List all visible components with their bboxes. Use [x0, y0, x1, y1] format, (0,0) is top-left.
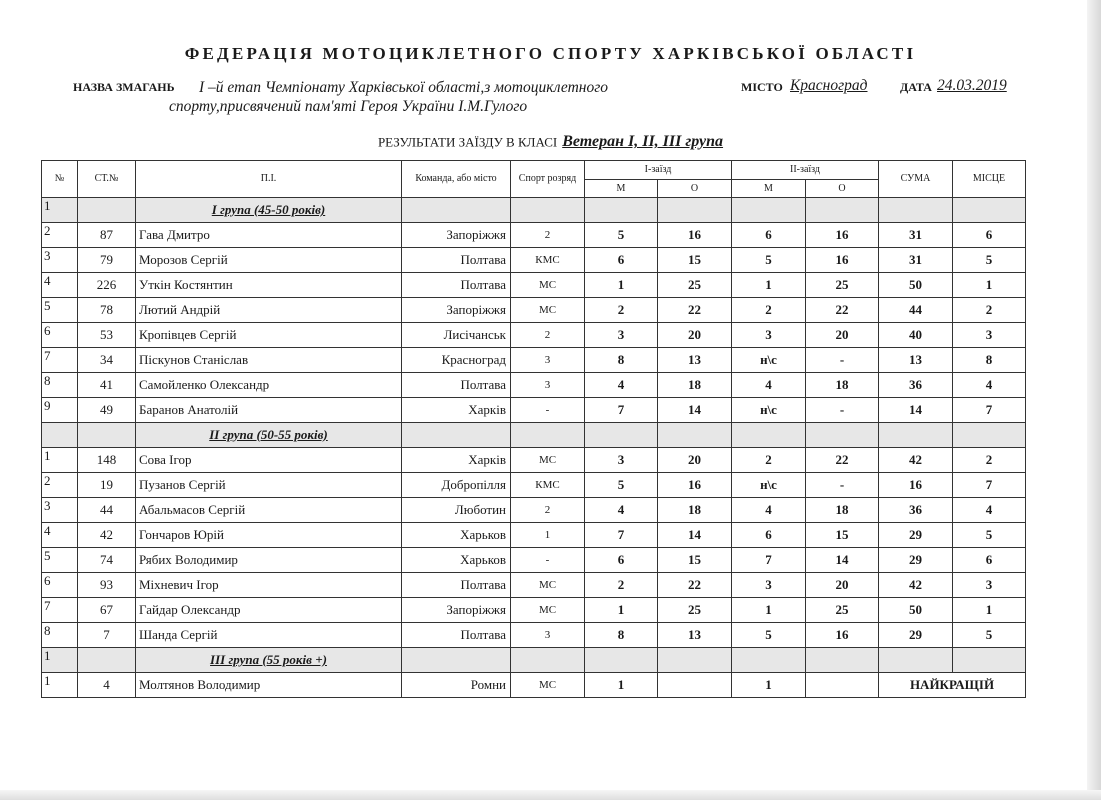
start-number: 93	[78, 573, 136, 598]
total-points: 29	[879, 548, 953, 573]
row-number: 4	[42, 273, 78, 298]
race2-place: 1	[732, 273, 806, 298]
race2-place: 6	[732, 223, 806, 248]
race1-place: 3	[585, 323, 658, 348]
race2-points: 18	[806, 373, 879, 398]
start-number: 79	[78, 248, 136, 273]
city-label: МІСТО	[741, 80, 783, 94]
race1-points: 18	[658, 373, 732, 398]
best-note: НАЙКРАЩІЙ	[879, 673, 1026, 698]
table-row	[42, 448, 1026, 473]
col-team: Команда, або місто	[402, 161, 511, 198]
col-name: П.І.	[136, 161, 402, 198]
race1-place: 6	[585, 248, 658, 273]
col-race1-m: М	[585, 180, 658, 198]
rider-team: Полтава	[402, 623, 511, 648]
final-place: 4	[953, 498, 1026, 523]
rider-name: Уткін Костянтин	[136, 273, 402, 298]
race2-place: 6	[732, 523, 806, 548]
table-row	[42, 323, 1026, 348]
start-number: 148	[78, 448, 136, 473]
rider-team: Полтава	[402, 573, 511, 598]
rider-team: Харків	[402, 448, 511, 473]
col-race2-m: М	[732, 180, 806, 198]
rider-team: Запоріжжя	[402, 223, 511, 248]
start-number: 42	[78, 523, 136, 548]
results-label: РЕЗУЛЬТАТИ ЗАЇЗДУ В КЛАСІ	[377, 134, 558, 150]
rider-name: Морозов Сергій	[136, 248, 402, 273]
col-no: №	[42, 161, 78, 198]
sport-rank: МС	[511, 673, 585, 698]
rider-name: Гончаров Юрій	[136, 523, 402, 548]
race1-points: 14	[658, 523, 732, 548]
group-title: ІІІ група (55 років +)	[136, 648, 402, 673]
table-row	[42, 398, 1026, 423]
race2-points: 18	[806, 498, 879, 523]
rider-team: Люботин	[402, 498, 511, 523]
race2-points: 20	[806, 573, 879, 598]
paper-edge-right	[1087, 0, 1101, 800]
race2-place: 1	[732, 598, 806, 623]
table-row	[42, 623, 1026, 648]
rider-name: Кропівцев Сергій	[136, 323, 402, 348]
group-title: ІІ група (50-55 років)	[136, 423, 402, 448]
sport-rank: 2	[511, 323, 585, 348]
table-row	[42, 373, 1026, 398]
table-row	[42, 548, 1026, 573]
race1-place: 5	[585, 473, 658, 498]
sport-rank: -	[511, 398, 585, 423]
rider-team: Ромни	[402, 673, 511, 698]
city-value: Красноград	[790, 77, 868, 94]
event-name-label: НАЗВА ЗМАГАНЬ	[73, 80, 175, 94]
race2-place: н\с	[732, 473, 806, 498]
total-points: 13	[879, 348, 953, 373]
race2-place: 3	[732, 573, 806, 598]
rider-team: Харьков	[402, 548, 511, 573]
race1-place: 1	[585, 273, 658, 298]
start-number: 67	[78, 598, 136, 623]
rider-team: Лисічанськ	[402, 323, 511, 348]
rider-name: Гава Дмитро	[136, 223, 402, 248]
group-empty-cell	[806, 423, 879, 448]
race2-points: 25	[806, 598, 879, 623]
group-empty-cell	[953, 198, 1026, 223]
race1-points: 25	[658, 598, 732, 623]
rider-name: Піскунов Станіслав	[136, 348, 402, 373]
sport-rank: 3	[511, 373, 585, 398]
group-header-row	[42, 423, 1026, 448]
rider-team: Харків	[402, 398, 511, 423]
row-number: 1	[42, 448, 78, 473]
group-empty-cell	[511, 198, 585, 223]
group-empty-cell	[585, 423, 658, 448]
group-empty-cell	[511, 423, 585, 448]
race2-points: 16	[806, 223, 879, 248]
total-points: 36	[879, 373, 953, 398]
total-points: 50	[879, 598, 953, 623]
rider-team: Запоріжжя	[402, 598, 511, 623]
rider-name: Рябих Володимир	[136, 548, 402, 573]
rider-name: Самойленко Олександр	[136, 373, 402, 398]
final-place: 1	[953, 273, 1026, 298]
row-number: 9	[42, 398, 78, 423]
group-empty-cell	[585, 648, 658, 673]
col-sum: СУМА	[879, 161, 953, 198]
sport-rank: 2	[511, 498, 585, 523]
final-place: 4	[953, 373, 1026, 398]
row-number: 4	[42, 523, 78, 548]
group-empty-cell	[402, 423, 511, 448]
table-row	[42, 298, 1026, 323]
race2-points: 25	[806, 273, 879, 298]
rider-team: Полтава	[402, 248, 511, 273]
col-race2: ІІ-заїзд	[732, 161, 879, 180]
race1-place: 2	[585, 573, 658, 598]
final-place: 6	[953, 223, 1026, 248]
race2-points: -	[806, 473, 879, 498]
rider-team: Добропілля	[402, 473, 511, 498]
results-table	[41, 160, 1026, 698]
table-row	[42, 598, 1026, 623]
race2-place: 1	[732, 673, 806, 698]
group-empty-cell	[953, 423, 1026, 448]
race1-place: 6	[585, 548, 658, 573]
final-place: 5	[953, 248, 1026, 273]
group-empty-cell	[78, 198, 136, 223]
date-value: 24.03.2019	[937, 77, 1007, 94]
start-number: 44	[78, 498, 136, 523]
start-number: 49	[78, 398, 136, 423]
group-empty-cell	[658, 198, 732, 223]
sport-rank: МС	[511, 273, 585, 298]
group-empty-cell	[658, 648, 732, 673]
race1-points: 14	[658, 398, 732, 423]
total-points: 42	[879, 448, 953, 473]
event-name-line1: І –й етап Чемпіонату Харківської області,з мотоциклетного	[199, 79, 609, 96]
final-place: 7	[953, 473, 1026, 498]
race1-place: 1	[585, 598, 658, 623]
row-number: 5	[42, 298, 78, 323]
sport-rank: КМС	[511, 473, 585, 498]
sport-rank: МС	[511, 573, 585, 598]
final-place: 3	[953, 573, 1026, 598]
race1-place: 7	[585, 398, 658, 423]
rider-team: Полтава	[402, 273, 511, 298]
total-points: 16	[879, 473, 953, 498]
start-number: 41	[78, 373, 136, 398]
race1-place: 7	[585, 523, 658, 548]
row-number: 3	[42, 248, 78, 273]
event-name	[169, 78, 729, 116]
rider-team: Харьков	[402, 523, 511, 548]
rider-name: Сова Ігор	[136, 448, 402, 473]
sport-rank: 2	[511, 223, 585, 248]
final-place: 7	[953, 398, 1026, 423]
race2-points: 20	[806, 323, 879, 348]
start-number: 4	[78, 673, 136, 698]
race1-points: 13	[658, 348, 732, 373]
final-place: 2	[953, 448, 1026, 473]
group-empty-cell	[402, 198, 511, 223]
sport-rank: МС	[511, 298, 585, 323]
sport-rank: МС	[511, 598, 585, 623]
total-points: 31	[879, 223, 953, 248]
col-race2-o: О	[806, 180, 879, 198]
final-place: 8	[953, 348, 1026, 373]
total-points: 29	[879, 623, 953, 648]
results-heading	[0, 133, 1101, 151]
table-header-row	[42, 161, 1026, 180]
start-number: 19	[78, 473, 136, 498]
sport-rank: 3	[511, 348, 585, 373]
group-row-number: 1	[42, 198, 78, 223]
race1-place: 4	[585, 373, 658, 398]
group-empty-cell	[402, 648, 511, 673]
paper-edge-bottom	[0, 790, 1101, 800]
group-empty-cell	[806, 648, 879, 673]
total-points: 36	[879, 498, 953, 523]
race2-points: 15	[806, 523, 879, 548]
group-title: І група (45-50 років)	[136, 198, 402, 223]
race2-points: 16	[806, 248, 879, 273]
table-row	[42, 223, 1026, 248]
race1-points: 18	[658, 498, 732, 523]
final-place: 2	[953, 298, 1026, 323]
table-row	[42, 348, 1026, 373]
group-row-number	[42, 423, 78, 448]
start-number: 226	[78, 273, 136, 298]
rider-team: Красноград	[402, 348, 511, 373]
race2-points: 22	[806, 448, 879, 473]
group-header-row	[42, 648, 1026, 673]
race1-points: 15	[658, 248, 732, 273]
table-row	[42, 673, 1026, 698]
table-row	[42, 273, 1026, 298]
table-row	[42, 573, 1026, 598]
group-empty-cell	[78, 648, 136, 673]
sport-rank: -	[511, 548, 585, 573]
total-points: 42	[879, 573, 953, 598]
group-empty-cell	[806, 198, 879, 223]
race1-points: 22	[658, 573, 732, 598]
group-empty-cell	[732, 198, 806, 223]
row-number: 6	[42, 323, 78, 348]
row-number: 2	[42, 223, 78, 248]
final-place: 3	[953, 323, 1026, 348]
start-number: 74	[78, 548, 136, 573]
col-st-no: СТ.№	[78, 161, 136, 198]
sport-rank: МС	[511, 448, 585, 473]
sport-rank: КМС	[511, 248, 585, 273]
total-points: 44	[879, 298, 953, 323]
sport-rank: 3	[511, 623, 585, 648]
rider-name: Молтянов Володимир	[136, 673, 402, 698]
race2-place: 4	[732, 498, 806, 523]
final-place: 5	[953, 523, 1026, 548]
race1-place: 8	[585, 348, 658, 373]
group-empty-cell	[658, 423, 732, 448]
federation-title: ФЕДЕРАЦІЯ МОТОЦИКЛЕТНОГО СПОРТУ ХАРКІВСЬКОЇ ОБЛАСТІ	[184, 44, 917, 63]
race1-points: 20	[658, 448, 732, 473]
group-empty-cell	[879, 648, 953, 673]
rider-name: Абальмасов Сергій	[136, 498, 402, 523]
race1-points: 20	[658, 323, 732, 348]
col-race1: І-заїзд	[585, 161, 732, 180]
race2-place: н\с	[732, 398, 806, 423]
race1-points: 15	[658, 548, 732, 573]
row-number: 8	[42, 373, 78, 398]
race2-place: н\с	[732, 348, 806, 373]
race1-place: 3	[585, 448, 658, 473]
race2-points: 14	[806, 548, 879, 573]
race1-place: 2	[585, 298, 658, 323]
final-place: 6	[953, 548, 1026, 573]
rider-name: Пузанов Сергій	[136, 473, 402, 498]
race1-points: 22	[658, 298, 732, 323]
rider-name: Гайдар Олександр	[136, 598, 402, 623]
final-place: 1	[953, 598, 1026, 623]
race1-points: 13	[658, 623, 732, 648]
group-header-row	[42, 198, 1026, 223]
group-empty-cell	[879, 198, 953, 223]
start-number: 78	[78, 298, 136, 323]
race2-place: 4	[732, 373, 806, 398]
rider-name: Міхневич Ігор	[136, 573, 402, 598]
row-number: 8	[42, 623, 78, 648]
start-number: 7	[78, 623, 136, 648]
start-number: 34	[78, 348, 136, 373]
final-place: 5	[953, 623, 1026, 648]
group-empty-cell	[732, 648, 806, 673]
sport-rank: 1	[511, 523, 585, 548]
total-points: 40	[879, 323, 953, 348]
race2-place: 2	[732, 448, 806, 473]
group-empty-cell	[585, 198, 658, 223]
start-number: 87	[78, 223, 136, 248]
race2-points: -	[806, 348, 879, 373]
group-empty-cell	[732, 423, 806, 448]
row-number: 5	[42, 548, 78, 573]
race2-points: 16	[806, 623, 879, 648]
table-row	[42, 473, 1026, 498]
rider-team: Запоріжжя	[402, 298, 511, 323]
rider-name: Шанда Сергій	[136, 623, 402, 648]
col-race1-o: О	[658, 180, 732, 198]
race2-place: 5	[732, 248, 806, 273]
table-row	[42, 498, 1026, 523]
rider-name: Лютий Андрій	[136, 298, 402, 323]
group-empty-cell	[511, 648, 585, 673]
row-number: 2	[42, 473, 78, 498]
race2-points: -	[806, 398, 879, 423]
row-number: 7	[42, 348, 78, 373]
group-empty-cell	[879, 423, 953, 448]
race2-points	[806, 673, 879, 698]
race2-place: 2	[732, 298, 806, 323]
date-label: ДАТА	[900, 80, 932, 94]
total-points: 50	[879, 273, 953, 298]
col-place: МІСЦЕ	[953, 161, 1026, 198]
event-name-line2: спорту,присвячений пам'яті Героя України І.М.Гулого	[169, 98, 528, 115]
group-empty-cell	[78, 423, 136, 448]
race2-place: 3	[732, 323, 806, 348]
total-points: 29	[879, 523, 953, 548]
row-number: 7	[42, 598, 78, 623]
start-number: 53	[78, 323, 136, 348]
table-row	[42, 523, 1026, 548]
row-number: 6	[42, 573, 78, 598]
race1-place: 4	[585, 498, 658, 523]
rider-name: Баранов Анатолій	[136, 398, 402, 423]
race2-place: 7	[732, 548, 806, 573]
group-empty-cell	[953, 648, 1026, 673]
race2-points: 22	[806, 298, 879, 323]
total-points: 14	[879, 398, 953, 423]
row-number: 3	[42, 498, 78, 523]
race2-place: 5	[732, 623, 806, 648]
table-row	[42, 248, 1026, 273]
col-rank: Спорт розряд	[511, 161, 585, 198]
race1-points	[658, 673, 732, 698]
rider-team: Полтава	[402, 373, 511, 398]
race1-points: 25	[658, 273, 732, 298]
race1-place: 1	[585, 673, 658, 698]
row-number: 1	[42, 673, 78, 698]
class-name: Ветеран І, ІІ, ІІІ група	[562, 133, 724, 151]
group-row-number: 1	[42, 648, 78, 673]
race1-place: 8	[585, 623, 658, 648]
race1-points: 16	[658, 223, 732, 248]
race1-points: 16	[658, 473, 732, 498]
total-points: 31	[879, 248, 953, 273]
race1-place: 5	[585, 223, 658, 248]
